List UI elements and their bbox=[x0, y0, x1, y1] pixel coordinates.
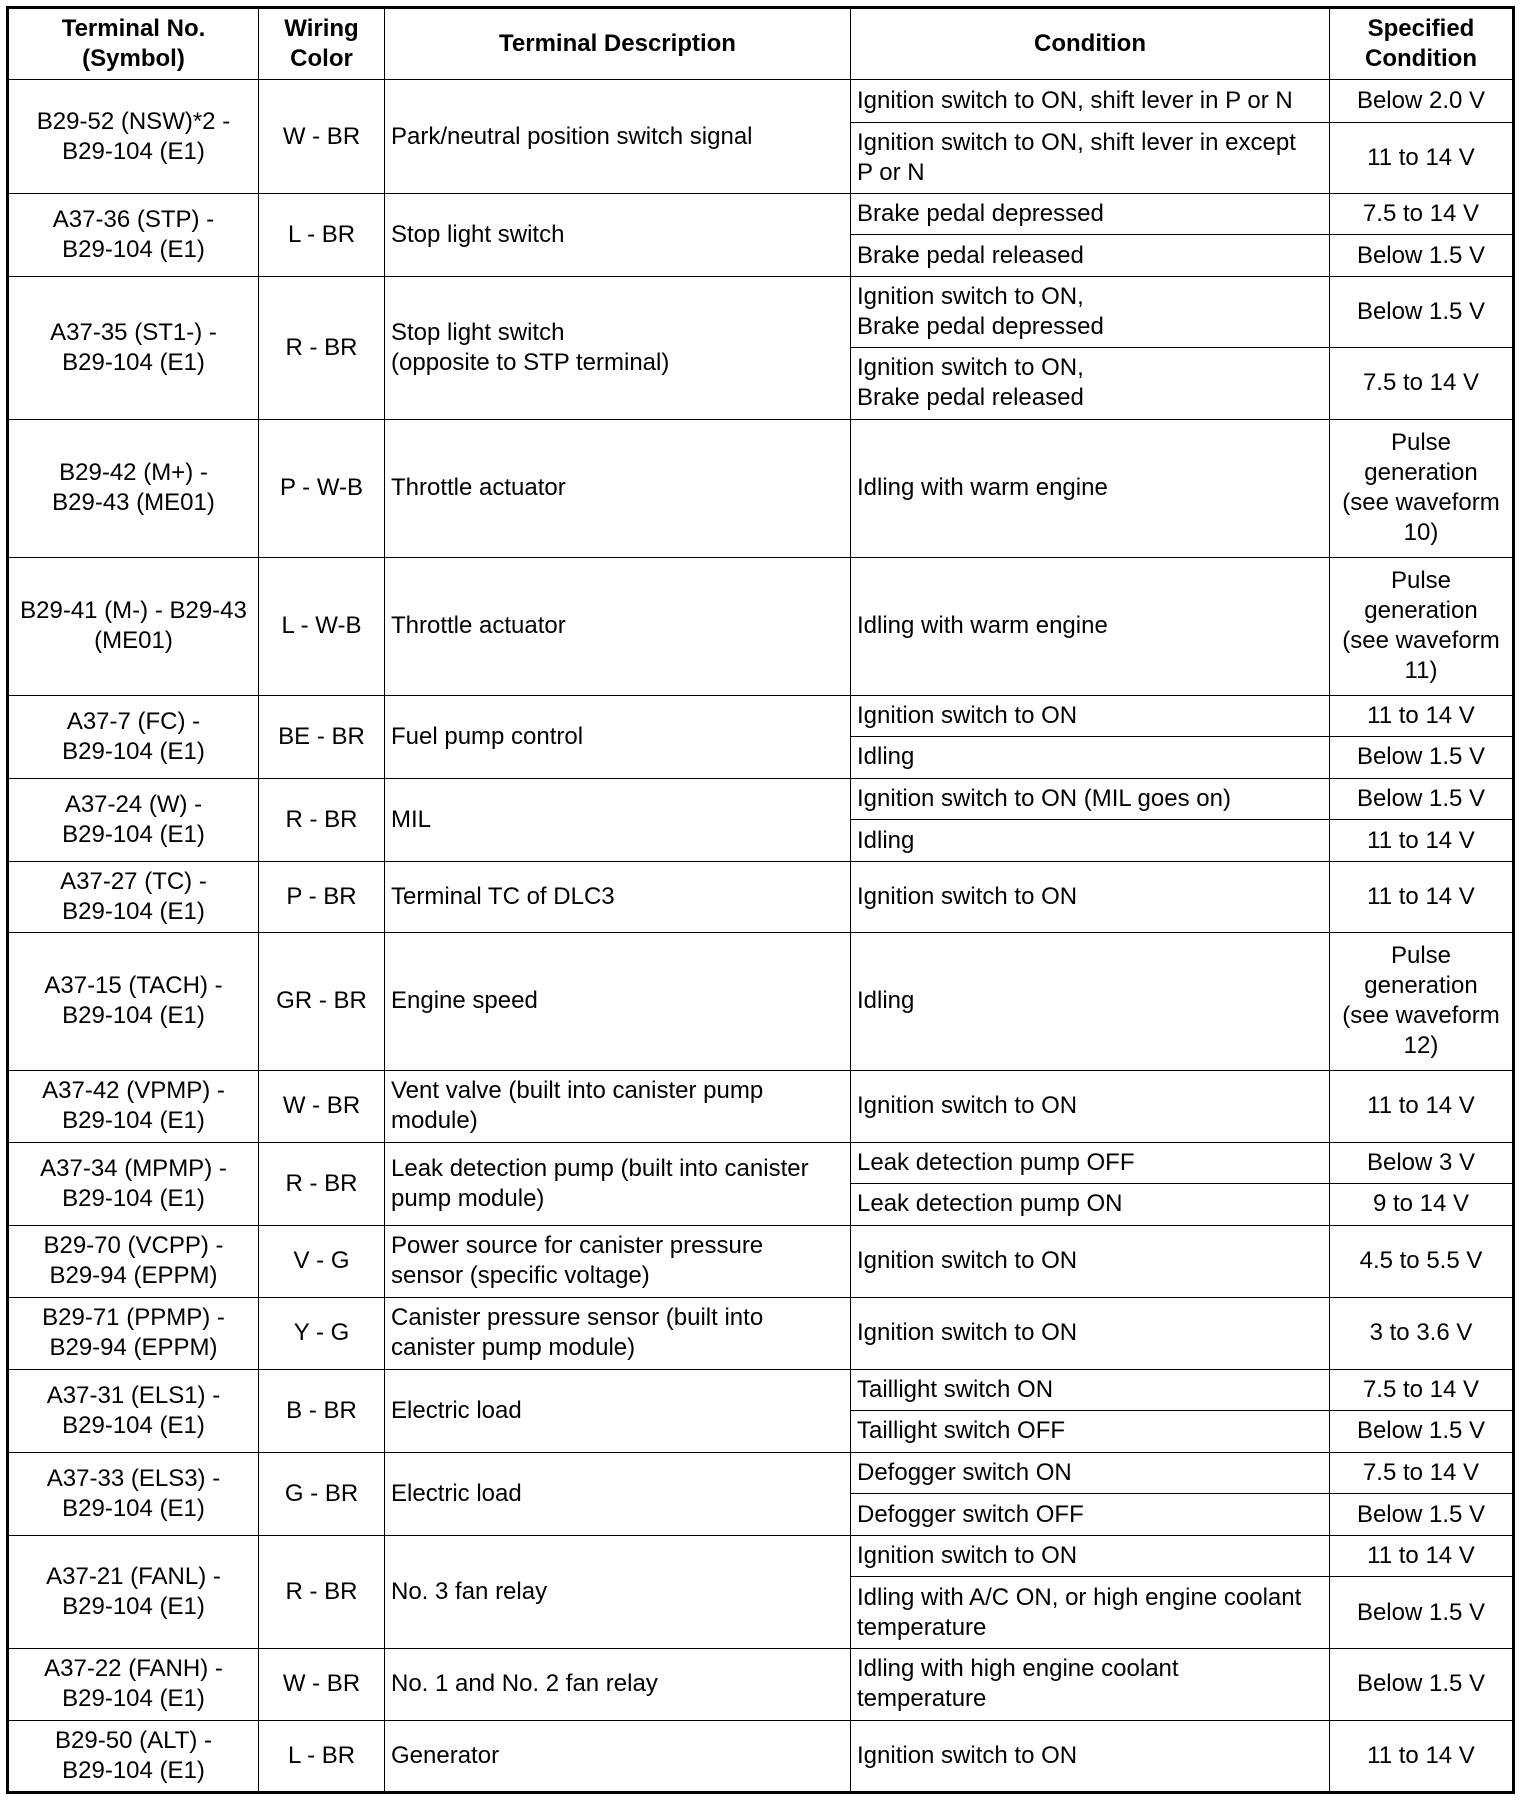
terminal-cell-line: A37-15 (TACH) - bbox=[44, 972, 223, 1000]
description-cell bbox=[385, 419, 851, 557]
spec-cell bbox=[1330, 557, 1514, 695]
table-row bbox=[8, 419, 1514, 557]
condition-cell-line: Defogger switch OFF bbox=[857, 1500, 1084, 1528]
spec-cell bbox=[1330, 419, 1514, 557]
condition-cell-line: Idling with warm engine bbox=[857, 474, 1108, 502]
terminal-cell-line: B29-70 (VCPP) - bbox=[43, 1232, 224, 1260]
condition-cell bbox=[851, 1070, 1330, 1142]
header-wiring-line: Color bbox=[290, 45, 353, 72]
table-row bbox=[8, 932, 1514, 1070]
terminal-cell-line: A37-21 (FANL) - bbox=[46, 1563, 221, 1591]
wiring-cell bbox=[259, 1452, 385, 1535]
wiring-cell-text: BE - BR bbox=[278, 722, 365, 750]
header-specified-line: Specified bbox=[1367, 15, 1475, 42]
wiring-cell bbox=[259, 779, 385, 862]
description-cell bbox=[385, 277, 851, 420]
wiring-cell bbox=[259, 1720, 385, 1792]
condition-cell bbox=[851, 80, 1330, 123]
description-cell bbox=[385, 862, 851, 933]
terminal-cell-line: B29-94 (EPPM) bbox=[49, 1334, 218, 1362]
spec-cell bbox=[1330, 1070, 1514, 1142]
wiring-cell bbox=[259, 557, 385, 695]
condition-cell bbox=[851, 123, 1330, 194]
condition-cell bbox=[851, 347, 1330, 419]
terminal-cell-line: B29-41 (M-) - B29-43 bbox=[20, 597, 247, 625]
spec-cell-line: 11 to 14 V bbox=[1367, 1542, 1475, 1570]
description-cell-line: (opposite to STP terminal) bbox=[391, 349, 670, 377]
terminal-cell-line: A37-35 (ST1-) - bbox=[50, 319, 217, 347]
description-cell-line: Engine speed bbox=[391, 987, 538, 1015]
table-row bbox=[8, 1452, 1514, 1493]
wiring-cell-text: R - BR bbox=[285, 1578, 358, 1606]
terminal-cell-line: A37-36 (STP) - bbox=[52, 206, 215, 234]
terminal-cell bbox=[8, 1369, 259, 1452]
spec-cell-line: 11 to 14 V bbox=[1367, 883, 1475, 911]
terminal-cell bbox=[8, 779, 259, 862]
condition-cell bbox=[851, 1226, 1330, 1298]
terminal-cell-line: B29-104 (E1) bbox=[62, 137, 205, 165]
header-condition bbox=[851, 8, 1330, 80]
spec-cell-line: 12) bbox=[1403, 1032, 1439, 1060]
condition-cell-line: Defogger switch ON bbox=[857, 1458, 1072, 1486]
description-cell-line: Canister pressure sensor (built into bbox=[391, 1304, 764, 1332]
wiring-cell-text: P - BR bbox=[286, 883, 357, 911]
condition-cell bbox=[851, 1536, 1330, 1577]
spec-cell-line: Below 1.5 V bbox=[1356, 785, 1486, 813]
condition-cell-line: Ignition switch to ON bbox=[857, 1319, 1078, 1347]
spec-cell-line: Below 1.5 V bbox=[1356, 1417, 1486, 1445]
condition-cell-line: Ignition switch to ON bbox=[857, 701, 1078, 729]
spec-cell-line: 11 to 14 V bbox=[1367, 826, 1475, 854]
description-cell bbox=[385, 1297, 851, 1369]
condition-cell bbox=[851, 1577, 1330, 1649]
condition-cell bbox=[851, 932, 1330, 1070]
spec-cell bbox=[1330, 1142, 1514, 1183]
header-row bbox=[8, 8, 1514, 80]
condition-cell-line: Taillight switch ON bbox=[857, 1375, 1054, 1403]
description-cell-line: Terminal TC of DLC3 bbox=[391, 883, 615, 911]
condition-cell bbox=[851, 695, 1330, 736]
condition-cell-line: Idling with high engine coolant bbox=[857, 1655, 1179, 1683]
spec-cell-line: (see waveform bbox=[1342, 627, 1500, 655]
condition-cell-line: Ignition switch to ON, bbox=[857, 354, 1084, 382]
description-cell-line: pump module) bbox=[391, 1184, 545, 1212]
table-header bbox=[8, 8, 1514, 80]
terminal-cell-line: B29-104 (E1) bbox=[62, 821, 205, 849]
description-cell bbox=[385, 194, 851, 277]
spec-cell bbox=[1330, 1577, 1514, 1649]
wiring-cell-text: V - G bbox=[293, 1247, 350, 1275]
table-row bbox=[8, 1070, 1514, 1142]
table-row bbox=[8, 1226, 1514, 1298]
spec-cell bbox=[1330, 277, 1514, 348]
wiring-cell bbox=[259, 695, 385, 778]
spec-cell bbox=[1330, 779, 1514, 820]
condition-cell-line: Leak detection pump OFF bbox=[857, 1148, 1135, 1176]
condition-cell-line: temperature bbox=[857, 1613, 987, 1641]
description-cell bbox=[385, 1536, 851, 1649]
wiring-cell-text: L - W-B bbox=[281, 612, 362, 640]
spec-cell-line: 7.5 to 14 V bbox=[1362, 1375, 1480, 1403]
spec-cell-line: Below 1.5 V bbox=[1356, 1670, 1486, 1698]
spec-cell-line: generation bbox=[1364, 459, 1478, 487]
wiring-cell bbox=[259, 1297, 385, 1369]
spec-cell bbox=[1330, 194, 1514, 235]
header-specified-line: Condition bbox=[1365, 45, 1477, 72]
condition-cell bbox=[851, 1142, 1330, 1183]
header-description bbox=[385, 8, 851, 80]
terminal-cell bbox=[8, 80, 259, 194]
wiring-cell bbox=[259, 1142, 385, 1225]
condition-cell bbox=[851, 1720, 1330, 1792]
wiring-cell-text: W - BR bbox=[282, 122, 361, 150]
condition-cell-line: Ignition switch to ON, shift lever in except bbox=[857, 129, 1296, 157]
table-row bbox=[8, 277, 1514, 348]
condition-cell-line: Ignition switch to ON, bbox=[857, 283, 1084, 311]
terminal-cell bbox=[8, 1070, 259, 1142]
description-cell-line: MIL bbox=[391, 806, 432, 834]
spec-cell bbox=[1330, 123, 1514, 194]
condition-cell bbox=[851, 1369, 1330, 1410]
description-cell bbox=[385, 1369, 851, 1452]
spec-cell-line: 7.5 to 14 V bbox=[1362, 200, 1480, 228]
terminal-cell-line: A37-22 (FANH) - bbox=[44, 1655, 223, 1683]
condition-cell bbox=[851, 1410, 1330, 1452]
spec-cell bbox=[1330, 695, 1514, 736]
wiring-cell bbox=[259, 194, 385, 277]
condition-cell-line: Brake pedal released bbox=[857, 384, 1084, 412]
spec-cell bbox=[1330, 1452, 1514, 1493]
terminal-cell-line: B29-104 (E1) bbox=[62, 349, 205, 377]
spec-cell bbox=[1330, 80, 1514, 123]
terminal-cell-line: B29-104 (E1) bbox=[62, 1184, 205, 1212]
table-row bbox=[8, 1297, 1514, 1369]
condition-cell-line: Brake pedal depressed bbox=[857, 313, 1104, 341]
description-cell bbox=[385, 1226, 851, 1298]
spec-cell-line: Pulse bbox=[1390, 567, 1452, 595]
wiring-cell-text: B - BR bbox=[286, 1396, 357, 1424]
condition-cell-line: P or N bbox=[857, 159, 925, 187]
condition-cell bbox=[851, 1493, 1330, 1535]
spec-cell-line: Below 1.5 V bbox=[1356, 298, 1486, 326]
terminal-table bbox=[6, 6, 1515, 1794]
wiring-cell-text: R - BR bbox=[285, 806, 358, 834]
header-specified bbox=[1330, 8, 1514, 80]
description-cell-line: Leak detection pump (built into canister bbox=[391, 1154, 809, 1182]
spec-cell-line: 11 to 14 V bbox=[1367, 1741, 1475, 1769]
terminal-cell bbox=[8, 194, 259, 277]
condition-cell bbox=[851, 419, 1330, 557]
spec-cell-line: 9 to 14 V bbox=[1372, 1190, 1470, 1218]
terminal-cell-line: B29-43 (ME01) bbox=[52, 489, 215, 517]
description-cell-line: No. 1 and No. 2 fan relay bbox=[391, 1670, 658, 1698]
description-cell-line: Fuel pump control bbox=[391, 722, 584, 750]
description-cell bbox=[385, 1720, 851, 1792]
condition-cell-line: Idling with A/C ON, or high engine coolant bbox=[857, 1583, 1302, 1611]
description-cell bbox=[385, 1142, 851, 1225]
table-row bbox=[8, 1649, 1514, 1721]
terminal-cell bbox=[8, 1142, 259, 1225]
spec-cell bbox=[1330, 862, 1514, 933]
header-description-text: Terminal Description bbox=[499, 30, 736, 57]
wiring-cell bbox=[259, 1369, 385, 1452]
spec-cell-line: Below 1.5 V bbox=[1356, 1500, 1486, 1528]
description-cell-line: Electric load bbox=[391, 1396, 522, 1424]
condition-cell bbox=[851, 235, 1330, 277]
wiring-cell-text: L - BR bbox=[287, 221, 356, 249]
spec-cell bbox=[1330, 1720, 1514, 1792]
table-row bbox=[8, 80, 1514, 123]
terminal-cell-line: B29-104 (E1) bbox=[62, 1002, 205, 1030]
spec-cell bbox=[1330, 820, 1514, 862]
wiring-cell-text: R - BR bbox=[285, 334, 358, 362]
condition-cell-line: temperature bbox=[857, 1685, 987, 1713]
terminal-cell-line: B29-42 (M+) - bbox=[59, 459, 208, 487]
spec-cell bbox=[1330, 932, 1514, 1070]
terminal-cell-line: A37-24 (W) - bbox=[64, 791, 203, 819]
terminal-cell-line: B29-104 (E1) bbox=[62, 737, 205, 765]
condition-cell-line: Ignition switch to ON, shift lever in P or N bbox=[857, 87, 1293, 115]
description-cell-line: Stop light switch bbox=[391, 319, 565, 347]
terminal-cell bbox=[8, 1297, 259, 1369]
spec-cell-line: Pulse bbox=[1390, 429, 1452, 457]
condition-cell-line: Ignition switch to ON bbox=[857, 1542, 1078, 1570]
condition-cell-line: Ignition switch to ON bbox=[857, 1247, 1078, 1275]
wiring-cell-text: W - BR bbox=[282, 1092, 361, 1120]
table-row bbox=[8, 557, 1514, 695]
spec-cell-line: 11 to 14 V bbox=[1367, 1092, 1475, 1120]
condition-cell-line: Brake pedal depressed bbox=[857, 200, 1104, 228]
spec-cell bbox=[1330, 1410, 1514, 1452]
description-cell bbox=[385, 1649, 851, 1721]
header-condition-text: Condition bbox=[1034, 30, 1146, 57]
spec-cell-line: 11 to 14 V bbox=[1367, 701, 1475, 729]
wiring-cell-text: G - BR bbox=[284, 1480, 359, 1508]
wiring-cell bbox=[259, 1649, 385, 1721]
terminal-cell bbox=[8, 557, 259, 695]
table-row bbox=[8, 862, 1514, 933]
condition-cell bbox=[851, 1452, 1330, 1493]
wiring-cell-text: W - BR bbox=[282, 1670, 361, 1698]
wiring-cell-text: L - BR bbox=[287, 1741, 356, 1769]
description-cell-line: Electric load bbox=[391, 1480, 522, 1508]
wiring-cell bbox=[259, 419, 385, 557]
spec-cell-line: 10) bbox=[1403, 519, 1439, 547]
spec-cell-line: 7.5 to 14 V bbox=[1362, 369, 1480, 397]
spec-cell-line: 11 to 14 V bbox=[1367, 144, 1475, 172]
terminal-cell-line: A37-27 (TC) - bbox=[60, 868, 207, 896]
condition-cell-line: Ignition switch to ON bbox=[857, 1092, 1078, 1120]
wiring-cell bbox=[259, 1070, 385, 1142]
condition-cell-line: Taillight switch OFF bbox=[857, 1417, 1066, 1445]
terminal-cell bbox=[8, 1720, 259, 1792]
description-cell-line: Throttle actuator bbox=[391, 474, 566, 502]
table-body bbox=[8, 80, 1514, 1793]
terminal-cell bbox=[8, 1226, 259, 1298]
spec-cell-line: 11) bbox=[1404, 657, 1438, 685]
description-cell bbox=[385, 932, 851, 1070]
spec-cell bbox=[1330, 235, 1514, 277]
terminal-cell bbox=[8, 1649, 259, 1721]
description-cell bbox=[385, 695, 851, 778]
terminal-cell-line: (ME01) bbox=[94, 627, 173, 655]
header-wiring-line: Wiring bbox=[284, 15, 359, 42]
wiring-cell bbox=[259, 1536, 385, 1649]
condition-cell bbox=[851, 1183, 1330, 1225]
terminal-cell-line: B29-104 (E1) bbox=[62, 1411, 205, 1439]
condition-cell bbox=[851, 820, 1330, 862]
spec-cell bbox=[1330, 1536, 1514, 1577]
condition-cell-line: Ignition switch to ON (MIL goes on) bbox=[857, 785, 1231, 813]
condition-cell-line: Brake pedal released bbox=[857, 241, 1084, 269]
condition-cell bbox=[851, 277, 1330, 348]
terminal-cell-line: B29-104 (E1) bbox=[62, 1495, 205, 1523]
condition-cell-line: Idling with warm engine bbox=[857, 612, 1108, 640]
wiring-cell-text: GR - BR bbox=[276, 987, 367, 1015]
condition-cell bbox=[851, 779, 1330, 820]
condition-cell-line: Idling bbox=[857, 826, 915, 854]
terminal-cell bbox=[8, 862, 259, 933]
terminal-cell-line: B29-104 (E1) bbox=[62, 1107, 205, 1135]
spec-cell bbox=[1330, 1649, 1514, 1721]
terminal-cell-line: B29-104 (E1) bbox=[62, 236, 205, 264]
description-cell-line: Stop light switch bbox=[391, 221, 565, 249]
condition-cell bbox=[851, 862, 1330, 933]
terminal-cell-line: B29-104 (E1) bbox=[62, 1756, 205, 1784]
terminal-cell bbox=[8, 1452, 259, 1535]
table-row bbox=[8, 779, 1514, 820]
table-row bbox=[8, 1720, 1514, 1792]
spec-cell-line: Below 1.5 V bbox=[1356, 743, 1486, 771]
terminal-cell-line: B29-104 (E1) bbox=[62, 1685, 205, 1713]
spec-cell-line: (see waveform bbox=[1342, 1002, 1500, 1030]
description-cell bbox=[385, 1070, 851, 1142]
description-cell-line: Vent valve (built into canister pump bbox=[391, 1077, 764, 1105]
condition-cell bbox=[851, 1649, 1330, 1721]
spec-cell-line: Pulse bbox=[1390, 942, 1452, 970]
description-cell bbox=[385, 779, 851, 862]
description-cell-line: Power source for canister pressure bbox=[391, 1232, 764, 1260]
wiring-cell-text: P - W-B bbox=[279, 474, 364, 502]
terminal-cell-line: B29-52 (NSW)*2 - bbox=[36, 107, 231, 135]
condition-cell-line: Idling bbox=[857, 743, 915, 771]
header-terminal bbox=[8, 8, 259, 80]
spec-cell-line: Below 1.5 V bbox=[1356, 1598, 1486, 1626]
description-cell bbox=[385, 1452, 851, 1535]
wiring-cell bbox=[259, 277, 385, 420]
terminal-cell bbox=[8, 1536, 259, 1649]
terminal-cell-line: A37-7 (FC) - bbox=[66, 707, 201, 735]
terminal-cell bbox=[8, 419, 259, 557]
description-cell bbox=[385, 557, 851, 695]
spec-cell-line: 4.5 to 5.5 V bbox=[1359, 1247, 1483, 1275]
wiring-cell bbox=[259, 80, 385, 194]
spec-cell-line: generation bbox=[1364, 597, 1478, 625]
header-terminal-line: (Symbol) bbox=[82, 45, 185, 72]
spec-cell bbox=[1330, 736, 1514, 778]
terminal-cell-line: A37-31 (ELS1) - bbox=[46, 1381, 221, 1409]
terminal-cell-line: B29-71 (PPMP) - bbox=[42, 1304, 225, 1332]
description-cell-line: Generator bbox=[391, 1741, 500, 1769]
wiring-cell bbox=[259, 932, 385, 1070]
condition-cell-line: Leak detection pump ON bbox=[857, 1190, 1123, 1218]
spec-cell bbox=[1330, 1369, 1514, 1410]
description-cell-line: module) bbox=[391, 1107, 478, 1135]
terminal-cell bbox=[8, 277, 259, 420]
spec-cell-line: 7.5 to 14 V bbox=[1362, 1458, 1480, 1486]
spec-cell bbox=[1330, 1183, 1514, 1225]
terminal-cell-line: A37-33 (ELS3) - bbox=[46, 1465, 221, 1493]
spec-cell-line: Below 2.0 V bbox=[1356, 87, 1486, 115]
spec-cell bbox=[1330, 347, 1514, 419]
table-row bbox=[8, 1536, 1514, 1577]
terminal-cell-line: B29-94 (EPPM) bbox=[49, 1262, 218, 1290]
terminal-table-container bbox=[6, 6, 1512, 1794]
condition-cell bbox=[851, 736, 1330, 778]
spec-cell bbox=[1330, 1226, 1514, 1298]
terminal-cell-line: B29-50 (ALT) - bbox=[55, 1726, 212, 1754]
condition-cell bbox=[851, 1297, 1330, 1369]
condition-cell-line: Ignition switch to ON bbox=[857, 883, 1078, 911]
spec-cell-line: (see waveform bbox=[1342, 489, 1500, 517]
condition-cell bbox=[851, 557, 1330, 695]
terminal-cell-line: A37-42 (VPMP) - bbox=[42, 1077, 225, 1105]
description-cell-line: sensor (specific voltage) bbox=[391, 1262, 650, 1290]
description-cell-line: Park/neutral position switch signal bbox=[391, 122, 753, 150]
wiring-cell bbox=[259, 1226, 385, 1298]
spec-cell-line: Below 1.5 V bbox=[1356, 241, 1486, 269]
spec-cell-line: generation bbox=[1364, 972, 1478, 1000]
description-cell bbox=[385, 80, 851, 194]
terminal-cell bbox=[8, 695, 259, 778]
table-row bbox=[8, 1142, 1514, 1183]
spec-cell-line: 3 to 3.6 V bbox=[1369, 1319, 1473, 1347]
description-cell-line: Throttle actuator bbox=[391, 612, 566, 640]
condition-cell-line: Ignition switch to ON bbox=[857, 1741, 1078, 1769]
header-terminal-line: Terminal No. bbox=[61, 15, 206, 42]
terminal-cell-line: B29-104 (E1) bbox=[62, 1593, 205, 1621]
spec-cell bbox=[1330, 1493, 1514, 1535]
description-cell-line: No. 3 fan relay bbox=[391, 1578, 548, 1606]
spec-cell-line: Below 3 V bbox=[1366, 1148, 1476, 1176]
wiring-cell bbox=[259, 862, 385, 933]
condition-cell bbox=[851, 194, 1330, 235]
terminal-cell-line: A37-34 (MPMP) - bbox=[40, 1154, 227, 1182]
table-row bbox=[8, 1369, 1514, 1410]
wiring-cell-text: Y - G bbox=[293, 1319, 350, 1347]
table-row bbox=[8, 695, 1514, 736]
terminal-cell bbox=[8, 932, 259, 1070]
wiring-cell-text: R - BR bbox=[285, 1169, 358, 1197]
header-wiring bbox=[259, 8, 385, 80]
condition-cell-line: Idling bbox=[857, 987, 915, 1015]
description-cell-line: canister pump module) bbox=[391, 1334, 636, 1362]
spec-cell bbox=[1330, 1297, 1514, 1369]
table-row bbox=[8, 194, 1514, 235]
terminal-cell-line: B29-104 (E1) bbox=[62, 898, 205, 926]
